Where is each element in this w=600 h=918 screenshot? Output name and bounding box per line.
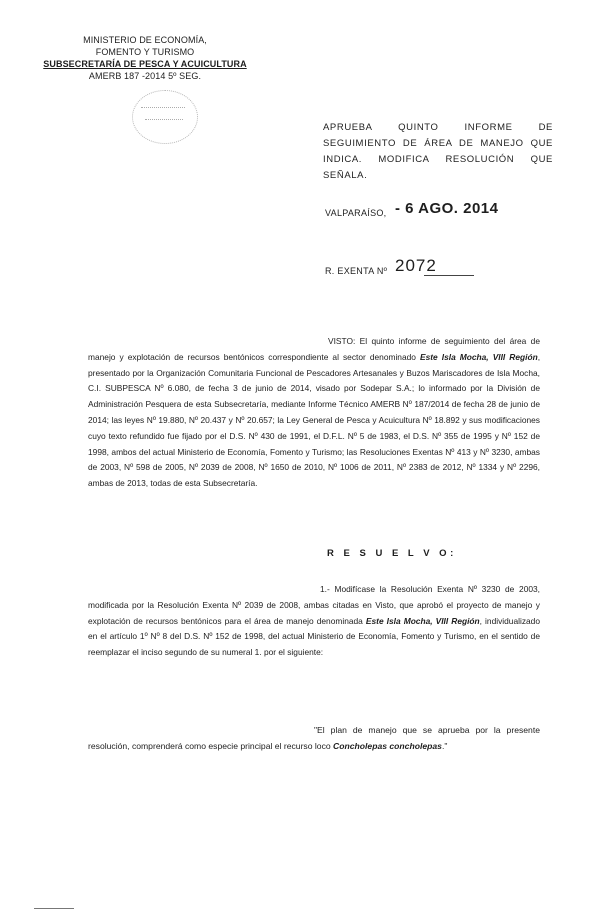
article-1-text-continued: , individualizado en el artículo 1º Nº 8 del D.S. Nº 152 de 1998, del actual Ministerio de Economía, Fomento y Turismo, en el sentido de reemplazar el inciso segundo de su numeral 1. por el siguiente: [88, 615, 540, 658]
file-reference: AMERB 187 -2014 5º SEG. [88, 71, 202, 81]
resolution-number: 2072 [395, 256, 437, 275]
visto-text: El quinto informe de seguimiento del área de manejo y explotación de recursos bentónicos correspondiente al sector denominado [88, 336, 541, 362]
quote-species: Concholepas concholepas [333, 741, 442, 751]
quote-text-end: ." [441, 741, 448, 751]
article-1-paragraph [88, 582, 540, 661]
document-subject: APRUEBA QUINTO INFORME DE SEGUIMIENTO DE ÁREA DE MANEJO QUE INDICA. MODIFICA RESOLUCIÓN QUE SEÑALA. [323, 122, 553, 181]
visto-area-name: Este Isla Mocha, VIII Región [420, 351, 538, 362]
subsecretariat-name: SUBSECRETARÍA DE PESCA Y ACUICULTURA [43, 59, 247, 69]
office-stamp [132, 90, 198, 144]
visto-paragraph [88, 334, 540, 492]
article-1-area-name: Este Isla Mocha, VIII Región [365, 615, 480, 626]
resolution-underline [424, 275, 474, 276]
resolution-label: R. EXENTA Nº [325, 266, 388, 276]
letterhead [40, 34, 250, 82]
place-label: VALPARAÍSO, [325, 208, 387, 218]
stamp-line [141, 107, 185, 116]
ministry-name: MINISTERIO DE ECONOMÍA, [83, 35, 207, 45]
visto-lead: VISTO: [328, 336, 356, 346]
stamp-line [145, 119, 183, 128]
ministry-subname: FOMENTO Y TURISMO [95, 47, 195, 57]
resuelvo-heading: R E S U E L V O: [327, 548, 457, 559]
quote-text: "El plan de manejo que se aprueba por la presente resolución, comprenderá como especie principal el recurso loco [88, 725, 540, 751]
footer-mark [34, 908, 74, 909]
visto-text-continued: , presentado por la Organización Comunitaria Funcional de Pescadores Artesanales y Buzos Mariscadores de Isla Mocha, C.I. SUBPESCA Nº 6.080, de fecha 3 de junio de 2014, visado por Sodepar S.A.; lo informado por la División de Administración Pesquera de esta Subsecretaría, mediante Informe Técnico AMERB Nº 187/2014 de fecha 28 de junio de 2014; las leyes Nº 19.880, Nº 20.437 y Nº 20.657; la Ley General de Pesca y Acuicultura Nº 18.892 y sus modificaciones cuyo texto refundido fue fijado por el D.S. Nº 430 de 1991, el D.F.L. Nº 5 de 1983, el D.S. Nº 355 de 1995 y Nº 152 de 1998, ambos del actual Ministerio de Economía, Fomento y Turismo; las Resoluciones Exentas Nº 413 y Nº 3230, ambas de 2003, Nº 598 de 2005, Nº 2039 de 2008, Nº 1650 de 2010, Nº 1006 de 2011, Nº 2383 de 2012, Nº 1334 y Nº 2296, ambas de 2013, todas de esta Subsecretaría. [88, 351, 541, 489]
document-date: - 6 AGO. 2014 [395, 200, 499, 217]
article-1-text: Modifícase la Resolución Exenta Nº 3230 de 2003, modificada por la Resolución Exenta Nº 2039 de 2008, ambas citadas en Visto, que aprobó el proyecto de manejo y explotación de recursos bentónicos para el área de manejo denominada [88, 584, 541, 626]
quoted-paragraph [88, 722, 540, 754]
article-1-lead: 1.- [320, 584, 330, 594]
